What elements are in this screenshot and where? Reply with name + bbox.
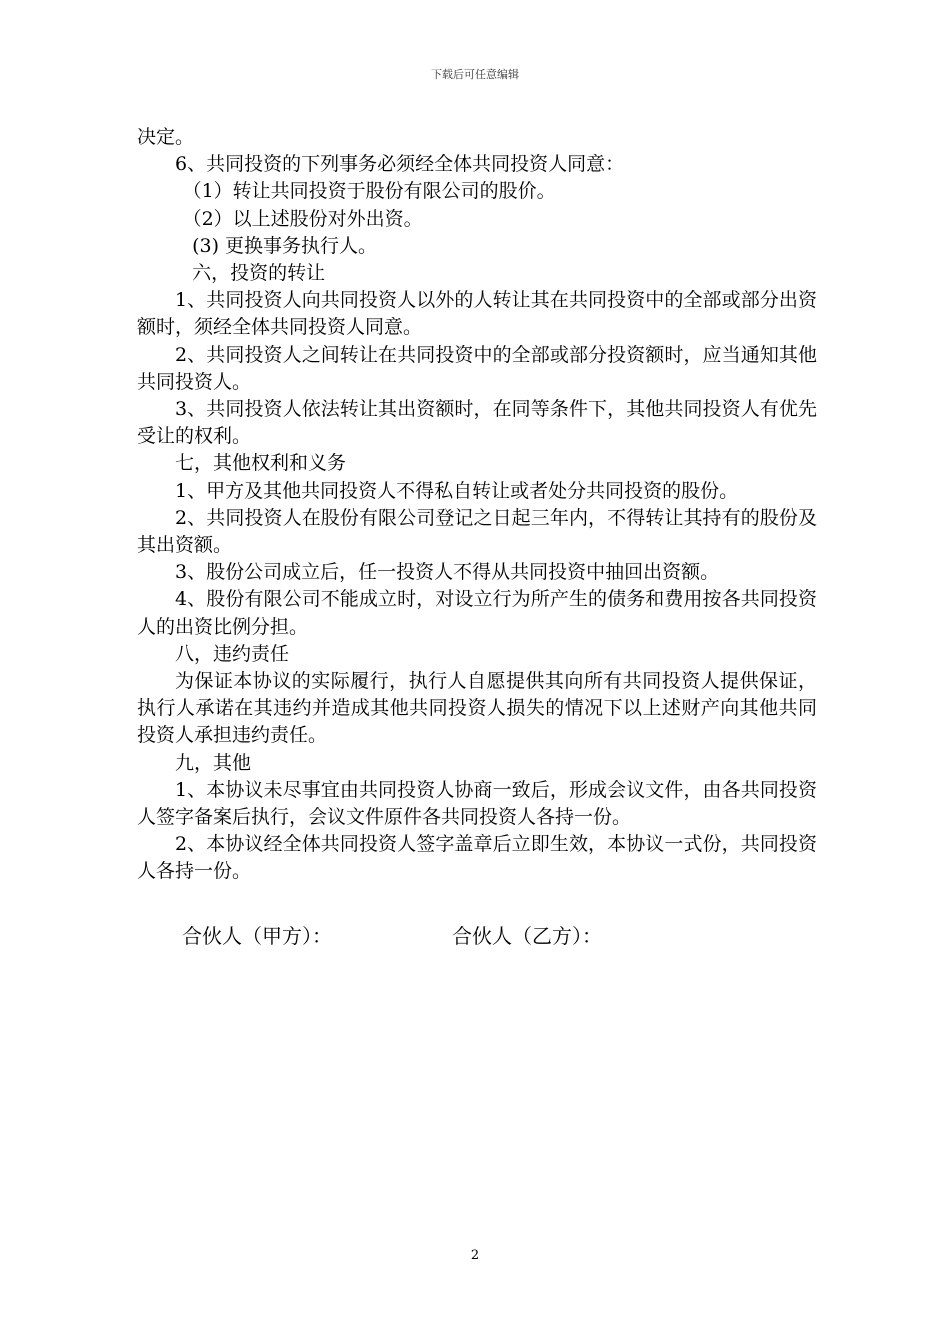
section-6-clause-1: 1、共同投资人向共同投资人以外的人转让其在共同投资中的全部或部分出资额时，须经全体共同投资人同意。 xyxy=(137,289,817,339)
clause-6-item-1: （1）转让共同投资于股份有限公司的股价。 xyxy=(182,180,556,203)
signature-party-b: 合伙人（乙方）： xyxy=(452,924,602,948)
page-number: 2 xyxy=(470,1248,480,1263)
section-heading-8: 八，违约责任 xyxy=(175,642,290,665)
section-8-paragraph: 为保证本协议的实际履行，执行人自愿提供其向所有共同投资人提供保证，执行人承诺在其违约并造成其他共同投资人损失的情况下以上述财产向其他共同投资人承担违约责任。 xyxy=(137,670,817,747)
section-heading-7: 七，其他权利和义务 xyxy=(175,452,347,475)
paragraph-continuation: 决定。 xyxy=(137,126,195,148)
section-9-clause-1: 1、本协议未尽事宜由共同投资人协商一致后，形成会议文件，由各共同投资人签字备案后执行，会议文件原件各共同投资人各持一份。 xyxy=(137,778,817,829)
section-7-clause-2: 2、共同投资人在股份有限公司登记之日起三年内，不得转让其持有的股份及其出资额。 xyxy=(137,506,817,557)
clause-6: 6、共同投资的下列事务必须经全体共同投资人同意： xyxy=(175,153,625,176)
signature-block xyxy=(182,920,802,949)
document-body xyxy=(137,124,817,886)
page-header-note: 下载后可任意编辑 xyxy=(431,68,519,81)
section-7-clause-3: 3、股份公司成立后，任一投资人不得从共同投资中抽回出资额。 xyxy=(175,561,720,584)
section-9-clause-2: 2、本协议经全体共同投资人签字盖章后立即生效，本协议一式份，共同投资人各持一份。 xyxy=(137,833,817,883)
clause-6-item-2: （2）以上述股份对外出资。 xyxy=(182,207,423,230)
clause-6-item-3: (3) 更换事务执行人。 xyxy=(192,234,378,257)
section-heading-9: 九，其他 xyxy=(175,751,252,774)
section-heading-6: 六，投资的转让 xyxy=(192,262,326,285)
section-7-clause-1: 1、甲方及其他共同投资人不得私自转让或者处分共同投资的股份。 xyxy=(175,479,739,502)
section-7-clause-4: 4、股份有限公司不能成立时，对设立行为所产生的债务和费用按各共同投资人的出资比例分担。 xyxy=(137,588,817,638)
signature-party-a: 合伙人（甲方）： xyxy=(182,924,332,948)
section-6-clause-3: 3、共同投资人依法转让其出资额时，在同等条件下，其他共同投资人有优先受让的权利。 xyxy=(137,398,817,448)
section-6-clause-2: 2、共同投资人之间转让在共同投资中的全部或部分投资额时，应当通知其他共同投资人。 xyxy=(137,343,817,393)
